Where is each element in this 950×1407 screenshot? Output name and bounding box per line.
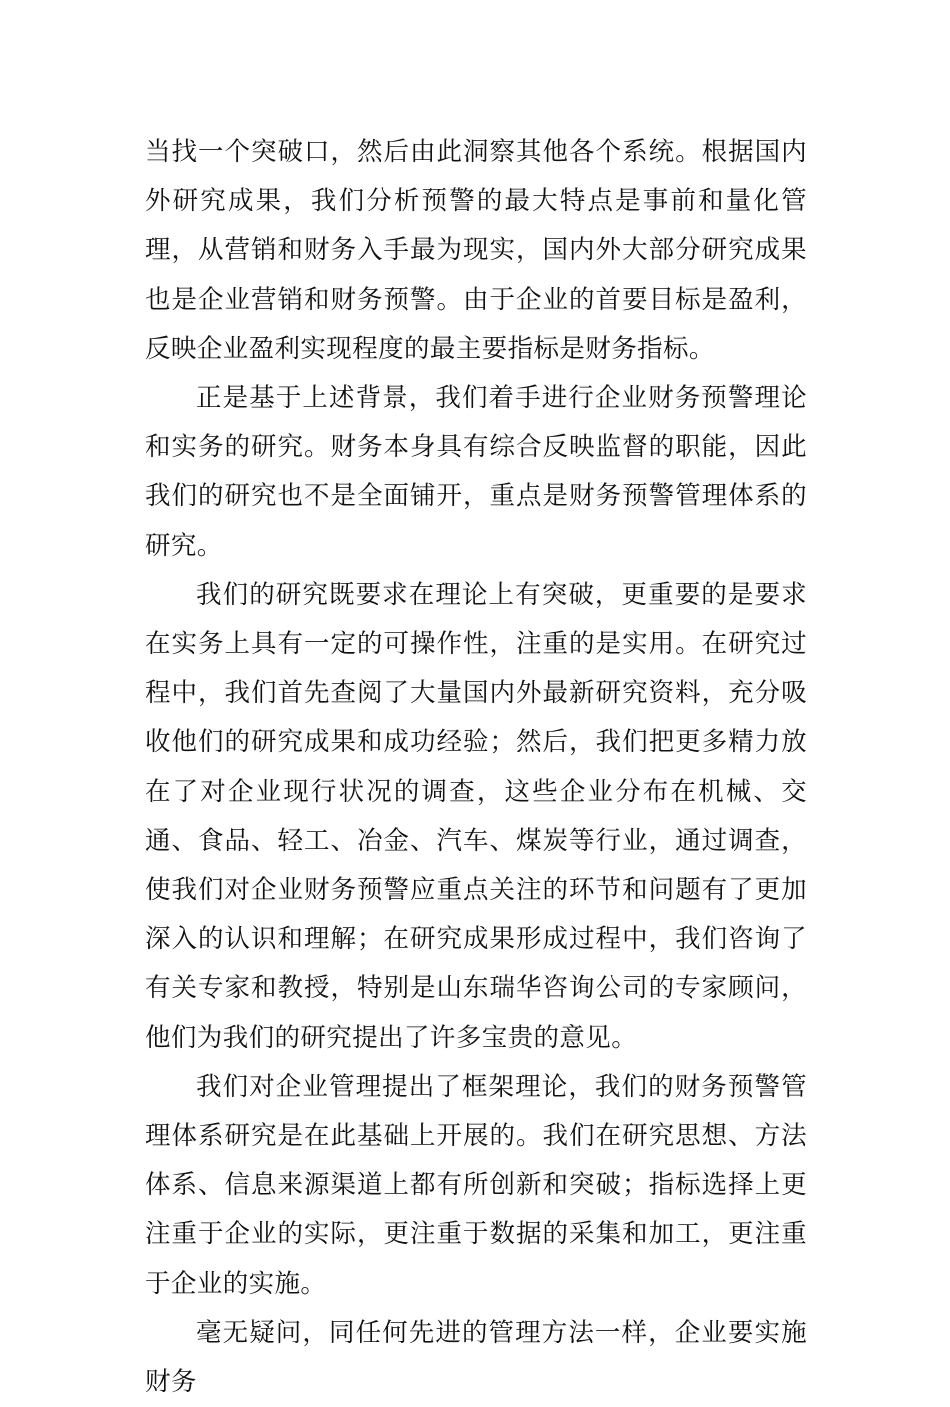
paragraph-background: 正是基于上述背景，我们着手进行企业财务预警理论和实务的研究。财务本身具有综合反映监督的职能，因此我们的研究也不是全面铺开，重点是财务预警管理体系的研究。: [145, 383, 807, 561]
paragraph-continuation: 当找一个突破口，然后由此洞察其他各个系统。根据国内外研究成果，我们分析预警的最大特点是事前和量化管理，从营销和财务入手最为现实，国内外大部分研究成果也是企业营销和财务预警。由于企业的首要目标是盈利，反映企业盈利实现程度的最主要指标是财务指标。: [145, 137, 807, 364]
document-body: [145, 128, 807, 1407]
paragraph-research-process: 我们的研究既要求在理论上有突破，更重要的是要求在实务上具有一定的可操作性，注重的是实用。在研究过程中，我们首先查阅了大量国内外最新研究资料，充分吸收他们的研究成果和成功经验；然后，我们把更多精力放在了对企业现行状况的调查，这些企业分布在机械、交通、食品、轻工、冶金、汽车、煤炭等行业，通过调查，使我们对企业财务预警应重点关注的环节和问题有了更加深入的认识和理解；在研究成果形成过程中，我们咨询了有关专家和教授，特别是山东瑞华咨询公司的专家顾问，他们为我们的研究提出了许多宝贵的意见。: [145, 579, 807, 1053]
paragraph-framework: 我们对企业管理提出了框架理论，我们的财务预警管理体系研究是在此基础上开展的。我们在研究思想、方法体系、信息来源渠道上都有所创新和突破；指标选择上更注重于企业的实际，更注重于数据的采集和加工，更注重于企业的实施。: [145, 1071, 807, 1299]
paragraph-implementation: 毫无疑问，同任何先进的管理方法一样，企业要实施财务: [145, 1317, 807, 1398]
